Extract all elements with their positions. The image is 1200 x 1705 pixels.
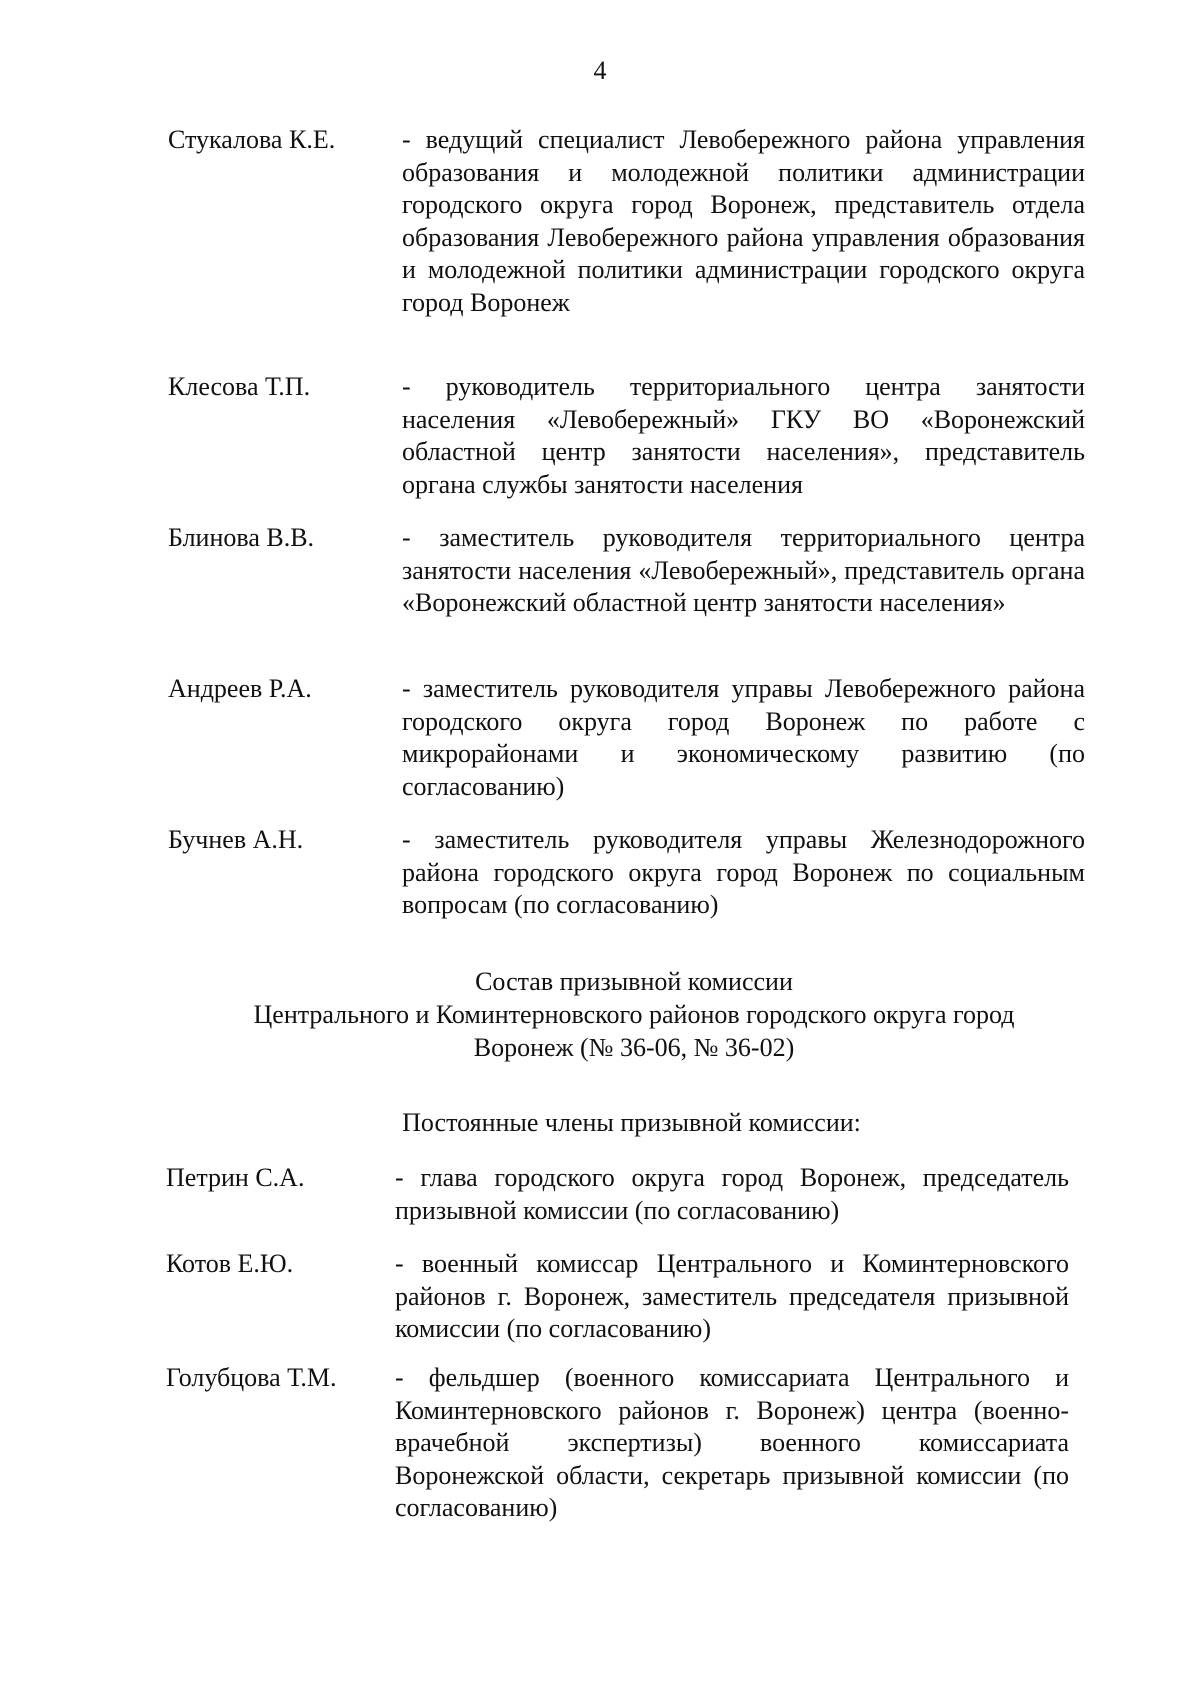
section-heading-line: Состав призывной комиссии: [475, 967, 793, 996]
member-description: - заместитель руководителя управы Железнодорожного района городского округа город Воронеж по социальным вопросам (по согласованию): [402, 825, 1085, 919]
section-heading-line: Воронеж (№ 36-06, № 36-02): [473, 1033, 795, 1062]
member-name: Бучнев А.Н.: [168, 825, 304, 854]
member-name: Котов Е.Ю.: [166, 1249, 294, 1278]
page-number: 4: [593, 56, 607, 85]
member-description: - ведущий специалист Левобережного района управления образования и молодежной политики администрации городского округа город Воронеж, представитель отдела образования Левобережного района управления образования и молодежной политики администрации городского округа город Воронеж: [402, 125, 1085, 317]
member-name: Клесова Т.П.: [168, 372, 311, 401]
member-name: Блинова В.В.: [168, 523, 315, 552]
member-description: - заместитель руководителя территориального центра занятости населения «Левобережный», представитель органа «Воронежский областной центр занятости населения»: [402, 523, 1085, 617]
section-subheading: Постоянные члены призывной комиссии:: [402, 1108, 861, 1137]
member-description: - руководитель территориального центра занятости населения «Левобережный» ГКУ ВО «Воронежский областной центр занятости населения», представитель органа службы занятости населения: [402, 372, 1085, 499]
member-name: Петрин С.А.: [166, 1163, 305, 1192]
member-name: Голубцова Т.М.: [166, 1363, 337, 1392]
section-heading-line: Центрального и Коминтерновского районов городского округа город: [253, 1000, 1015, 1029]
member-name: Стукалова К.Е.: [168, 125, 336, 154]
member-description: - фельдшер (военного комиссариата Центрального и Коминтерновского районов г. Воронеж) центра (военно-врачебной экспертизы) военного комиссариата Воронежской области, секретарь призывной комиссии (по согласованию): [395, 1363, 1069, 1522]
member-name: Андреев Р.А.: [168, 674, 312, 703]
member-description: - военный комиссар Центрального и Коминтерновского районов г. Воронеж, заместитель председателя призывной комиссии (по согласованию): [395, 1249, 1069, 1343]
member-description: - глава городского округа город Воронеж, председатель призывной комиссии (по согласованию): [395, 1163, 1069, 1225]
member-description: - заместитель руководителя управы Левобережного района городского округа город Воронеж по работе с микрорайонами и экономическому развитию (по согласованию): [402, 674, 1085, 801]
